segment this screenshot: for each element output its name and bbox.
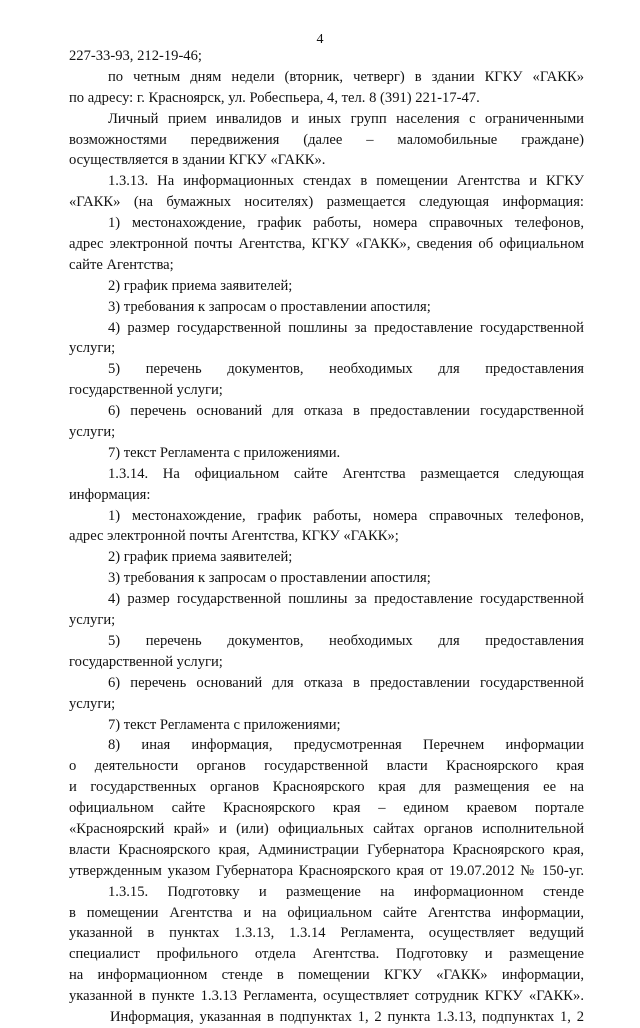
text-line: государственной услуги; [69,653,223,670]
text-line: информация: [69,486,151,503]
text-line: государственной услуги; [69,382,223,399]
text-line: 7) текст Регламента с приложениями. [108,444,341,461]
text-line: услуги; [69,424,116,441]
text-line: о деятельности органов государственной власти Красноярского края [69,758,584,775]
text-line: утвержденным указом Губернатора Красноярского края от 19.07.2012 № 150-уг. [69,862,584,879]
text-line: 4) размер государственной пошлины за предоставление государственной [108,319,584,336]
text-line: 1) местонахождение, график работы, номера справочных телефонов, [108,507,584,524]
text-line: возможностями передвижения (далее – маломобильные граждане) [69,131,584,148]
text-line: 227-33-93, 212-19-46; [69,48,202,64]
text-line: официальном сайте Красноярского края – едином краевом портале [69,800,584,817]
text-line: 2) график приема заявителей; [108,277,293,294]
text-line: адрес электронной почты Агентства, КГКУ «ГАКК», сведения об официальном [69,236,584,253]
text-line: 1.3.14. На официальном сайте Агентства размещается следующая [108,465,584,482]
text-line: Личный прием инвалидов и иных групп населения с ограниченными [108,110,584,127]
text-line: «Красноярский край» и (или) официальных сайтах органов исполнительной [69,820,584,837]
text-line: власти Красноярского края, Администрации Губернатора Красноярского края, [69,841,584,858]
text-line: «ГАКК» (на бумажных носителях) размещается следующая информация: [69,194,584,211]
text-line: 2) график приема заявителей; [108,549,293,566]
text-line: 4) размер государственной пошлины за предоставление государственной [108,591,584,608]
text-line: услуги; [69,612,116,629]
text-line: 6) перечень оснований для отказа в предоставлении государственной [108,674,584,691]
text-line: 1.3.13. На информационных стендах в помещении Агентства и КГКУ [108,173,584,190]
text-line: специалист профильного отдела Агентства. Подготовку и размещение [69,946,584,963]
text-line: Информация, указанная в подпунктах 1, 2 пункта 1.3.13, подпунктах 1, 2 [110,1008,584,1025]
text-line: в помещении Агентства и на официальном сайте Агентства информации, [69,904,584,921]
text-line: по четным дням недели (вторник, четверг) в здании КГКУ «ГАКК» [108,68,584,85]
text-line: адрес электронной почты Агентства, КГКУ «ГАКК»; [69,528,399,545]
text-line: и государственных органов Красноярского края для размещения ее на [69,779,584,796]
text-line: 3) требования к запросам о проставлении апостиля; [108,570,431,587]
text-line: 7) текст Регламента с приложениями; [108,716,341,733]
text-line: сайте Агентства; [69,256,174,273]
text-line: 1) местонахождение, график работы, номера справочных телефонов, [108,215,584,232]
text-line: указанной в пункте 1.3.13 Регламента, осуществляет сотрудник КГКУ «ГАКК». [69,988,584,1005]
page-number: 4 [316,32,324,47]
text-line: 8) иная информация, предусмотренная Перечнем информации [108,737,584,754]
text-line: 3) требования к запросам о проставлении апостиля; [108,298,431,315]
text-line: 5) перечень документов, необходимых для предоставления [108,632,584,649]
document-body [69,46,584,1028]
text-line: 1.3.15. Подготовку и размещение на информационном стенде [108,883,584,900]
text-line: услуги; [69,340,116,357]
text-line: осуществляется в здании КГКУ «ГАКК». [69,152,326,169]
text-line: по адресу: г. Красноярск, ул. Робеспьера, 4, тел. 8 (391) 221-17-47. [69,89,480,106]
text-line: 5) перечень документов, необходимых для предоставления [108,361,584,378]
text-line: на информационном стенде в помещении КГКУ «ГАКК» информации, [69,967,584,984]
text-line: указанной в пунктах 1.3.13, 1.3.14 Регламента, осуществляет ведущий [69,925,584,942]
text-line: 6) перечень оснований для отказа в предоставлении государственной [108,403,584,420]
text-line: услуги; [69,695,116,712]
